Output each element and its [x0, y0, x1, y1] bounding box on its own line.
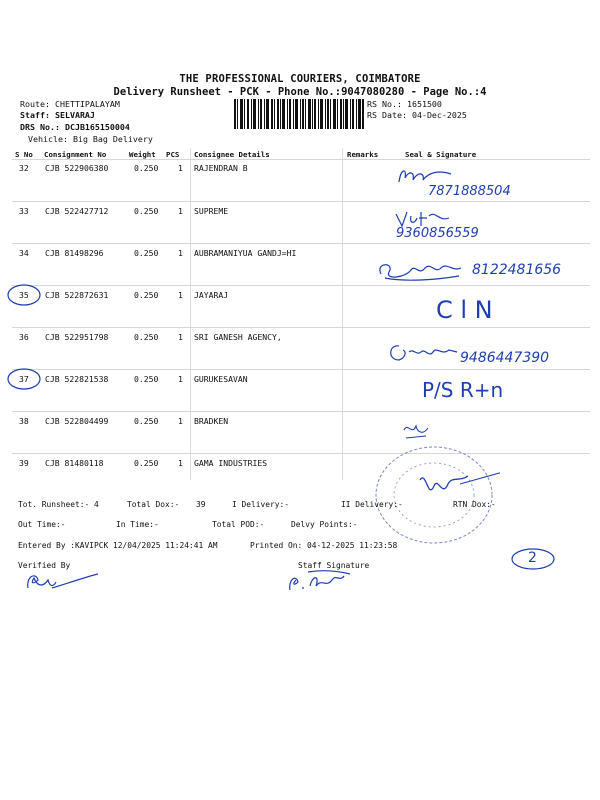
row-consignee: SRI GANESH AGENCY,	[194, 332, 282, 342]
out-time-label: Out Time:-	[18, 520, 66, 529]
row-divider	[12, 453, 590, 454]
row-weight: 0.250	[134, 332, 159, 342]
verifier-signature-icon	[22, 566, 102, 594]
signature-icon	[385, 338, 460, 366]
handwritten-phone: 9486447390	[460, 350, 550, 366]
staff-label: Staff: SELVARAJ	[20, 110, 95, 120]
row-pcs: 1	[178, 458, 183, 468]
runsheet-subtitle: Delivery Runsheet - PCK - Phone No.:9047080280 - Page No.:4	[113, 86, 487, 98]
row-consignment-no: CJB 522821538	[45, 374, 109, 384]
handwritten-phone: 8122481656	[472, 262, 562, 278]
col-pcs: PCS	[166, 150, 180, 159]
row-pcs: 1	[178, 332, 183, 342]
col-consignee: Consignee Details	[194, 150, 270, 159]
barcode-icon	[234, 99, 364, 129]
row-pcs: 1	[178, 290, 183, 300]
row-divider	[12, 327, 590, 328]
column-divider	[342, 148, 343, 480]
row-weight: 0.250	[134, 374, 159, 384]
ink-circle-icon	[4, 282, 44, 308]
rs-date: RS Date: 04-Dec-2025	[367, 110, 467, 120]
row-consignee: GAMA INDUSTRIES	[194, 458, 268, 468]
printed-on: Printed On: 04-12-2025 11:23:58	[250, 541, 398, 550]
col-weight: Weight	[129, 150, 156, 159]
row-consignment-no: CJB 522906380	[45, 163, 109, 173]
signature-icon	[375, 256, 465, 286]
i-delivery-label: I Delivery:-	[232, 500, 290, 509]
handwritten-note: C l N	[436, 296, 493, 324]
total-runsheet: Tot. Runsheet:- 4	[18, 500, 99, 509]
row-consignment-no: CJB 522872631	[45, 290, 109, 300]
row-consignment-no: CJB 522427712	[45, 206, 109, 216]
row-sno: 39	[19, 458, 29, 468]
drs-number: DRS No.: DCJB165150004	[20, 122, 130, 132]
row-weight: 0.250	[134, 416, 159, 426]
row-weight: 0.250	[134, 206, 159, 216]
row-divider	[12, 243, 590, 244]
delvy-points-label: Delvy Points:-	[291, 520, 358, 529]
column-divider	[190, 148, 191, 480]
row-weight: 0.250	[134, 458, 159, 468]
rs-number: RS No.: 1651500	[367, 99, 442, 109]
row-divider	[12, 285, 590, 286]
row-consignment-no: CJB 81498296	[45, 248, 104, 258]
seal-stamp-icon	[370, 440, 500, 550]
row-sno: 35	[19, 290, 29, 300]
row-sno: 37	[19, 374, 29, 384]
total-dox-label: Total Dox:-	[127, 500, 180, 509]
route-label: Route: CHETTIPALAYAM	[20, 99, 120, 109]
row-divider	[12, 369, 590, 370]
company-title: THE PROFESSIONAL COURIERS, COIMBATORE	[179, 73, 421, 85]
rtn-dox-label: RTN Dox:-	[453, 500, 496, 509]
handwritten-page-number: 2	[528, 550, 537, 566]
row-pcs: 1	[178, 163, 183, 173]
row-divider	[12, 411, 590, 412]
staff-signature-label: Staff Signature	[298, 561, 370, 570]
row-weight: 0.250	[134, 290, 159, 300]
row-consignment-no: CJB 522951798	[45, 332, 109, 342]
col-remarks: Remarks	[347, 150, 379, 159]
row-consignee: RAJENDRAN B	[194, 163, 248, 173]
ink-circle-icon	[4, 366, 44, 392]
total-dox-value: 39	[196, 500, 206, 509]
row-pcs: 1	[178, 248, 183, 258]
entered-by: Entered By :KAVIPCK 12/04/2025 11:24:41 AM	[18, 541, 218, 550]
col-seal-signature: Seal & Signature	[405, 150, 477, 159]
row-consignee: AUBRAMANIYUA GANDJ=HI	[194, 248, 297, 258]
col-consignment: Consignment No	[44, 150, 107, 159]
col-sno: S No	[15, 150, 33, 159]
verified-by-label: Verified By	[18, 561, 71, 570]
row-sno: 36	[19, 332, 29, 342]
row-consignee: BRADKEN	[194, 416, 229, 426]
row-sno: 38	[19, 416, 29, 426]
row-pcs: 1	[178, 416, 183, 426]
handwritten-note: P/S R+n	[422, 378, 504, 402]
row-pcs: 1	[178, 206, 183, 216]
row-divider	[12, 201, 590, 202]
signature-icon	[400, 420, 432, 442]
row-sno: 32	[19, 163, 29, 173]
header-divider	[12, 159, 590, 160]
row-pcs: 1	[178, 374, 183, 384]
row-consignee: GURUKESAVAN	[194, 374, 248, 384]
staff-signature-icon	[286, 566, 356, 596]
ii-delivery-label: II Delivery:-	[341, 500, 403, 509]
row-weight: 0.250	[134, 163, 159, 173]
row-consignment-no: CJB 522804499	[45, 416, 109, 426]
row-sno: 33	[19, 206, 29, 216]
handwritten-phone: 9360856559	[396, 226, 479, 241]
row-consignment-no: CJB 81480118	[45, 458, 104, 468]
total-pod-label: Total POD:-	[212, 520, 265, 529]
in-time-label: In Time:-	[116, 520, 159, 529]
row-consignee: JAYARAJ	[194, 290, 229, 300]
row-weight: 0.250	[134, 248, 159, 258]
row-consignee: SUPREME	[194, 206, 229, 216]
row-sno: 34	[19, 248, 29, 258]
vehicle-label: Vehicle: Big Bag Delivery	[28, 134, 153, 144]
handwritten-phone: 7871888504	[428, 184, 511, 199]
